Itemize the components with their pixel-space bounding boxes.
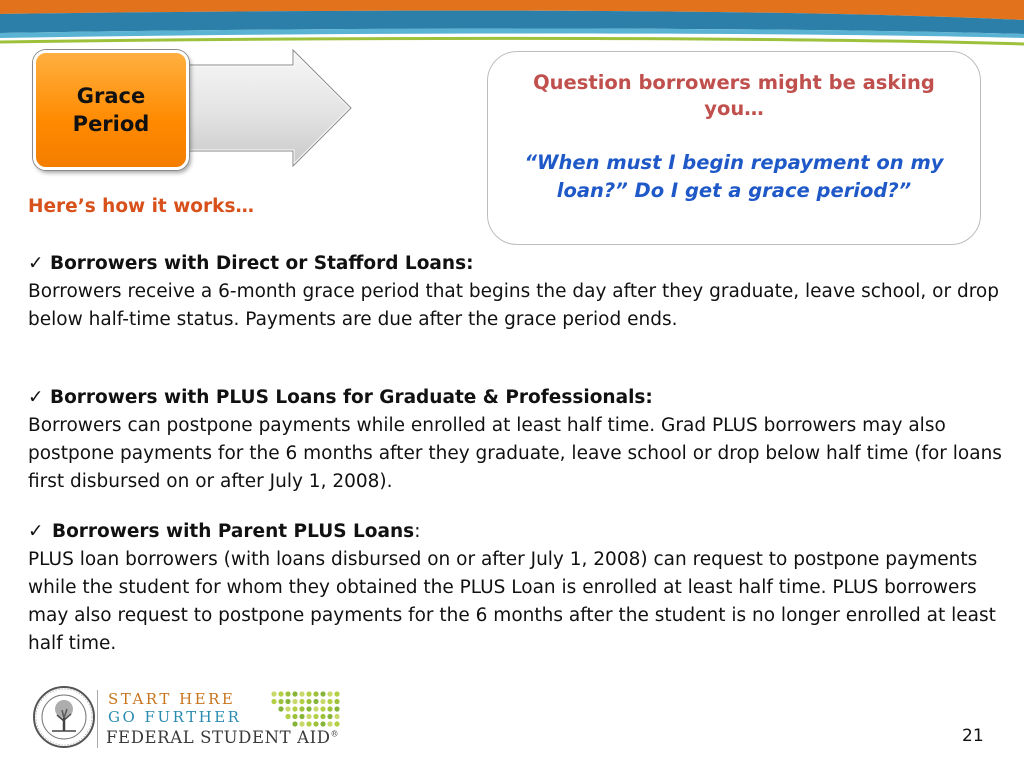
logo-fsa-text: FEDERAL STUDENT AID	[106, 728, 331, 747]
section-heading-line	[28, 250, 1008, 278]
checkmark-icon: ✓	[28, 521, 44, 542]
section-body: Borrowers can postpone payments while enrolled at least half time. Grad PLUS borrowers may also postpone payments for the 6 months after they graduate, leave school or drop below half time (for loans first disbursed on or after July 1, 2008).	[28, 415, 1002, 492]
section-heading-line	[28, 518, 1008, 546]
callout-heading: Question borrowers might be asking you…	[533, 71, 935, 120]
federal-student-aid-logo	[100, 690, 360, 750]
logo-dot-grid-icon	[270, 690, 342, 730]
page-number: 21	[962, 726, 984, 746]
section-body: PLUS loan borrowers (with loans disbursed on or after July 1, 2008) can request to postpone payments while the student for whom they obtained the PLUS Loan is enrolled at least half time. PLUS borrowers may also request to postpone payments for the 6 months after the student is no longer enrolled at least half time.	[28, 549, 996, 654]
department-of-education-seal-icon	[32, 685, 96, 749]
callout-quote: “When must I begin repayment on my loan?” Do I get a grace period?”	[524, 151, 944, 202]
section-direct-stafford	[28, 250, 1008, 334]
section-heading: Borrowers with Direct or Stafford Loans:	[50, 253, 474, 274]
section-heading: Borrowers with Parent PLUS Loans	[52, 521, 415, 542]
section-heading-suffix: :	[414, 521, 421, 542]
badge-label: Grace Period	[72, 84, 150, 136]
registered-mark: ®	[330, 729, 340, 739]
section-heading: Borrowers with PLUS Loans for Graduate & Professionals:	[50, 387, 653, 408]
grace-period-badge	[33, 50, 189, 170]
section-grad-plus	[28, 384, 1008, 496]
footer-divider	[97, 690, 98, 748]
section-body: Borrowers receive a 6-month grace period that begins the day after they graduate, leave school, or drop below half-time status. Payments are due after the grace period ends.	[28, 281, 999, 330]
header-swoosh	[0, 0, 1024, 50]
checkmark-icon: ✓	[28, 387, 44, 408]
section-parent-plus	[28, 518, 1008, 658]
checkmark-icon: ✓	[28, 253, 44, 274]
question-callout	[487, 51, 981, 245]
section-heading-line	[28, 384, 1008, 412]
logo-go-further: GO FURTHER	[108, 708, 242, 726]
arrow-right-shape	[185, 48, 357, 176]
logo-federal-student-aid	[106, 728, 339, 747]
intro-text: Here’s how it works…	[28, 196, 254, 217]
logo-start-here: START HERE	[108, 690, 236, 708]
